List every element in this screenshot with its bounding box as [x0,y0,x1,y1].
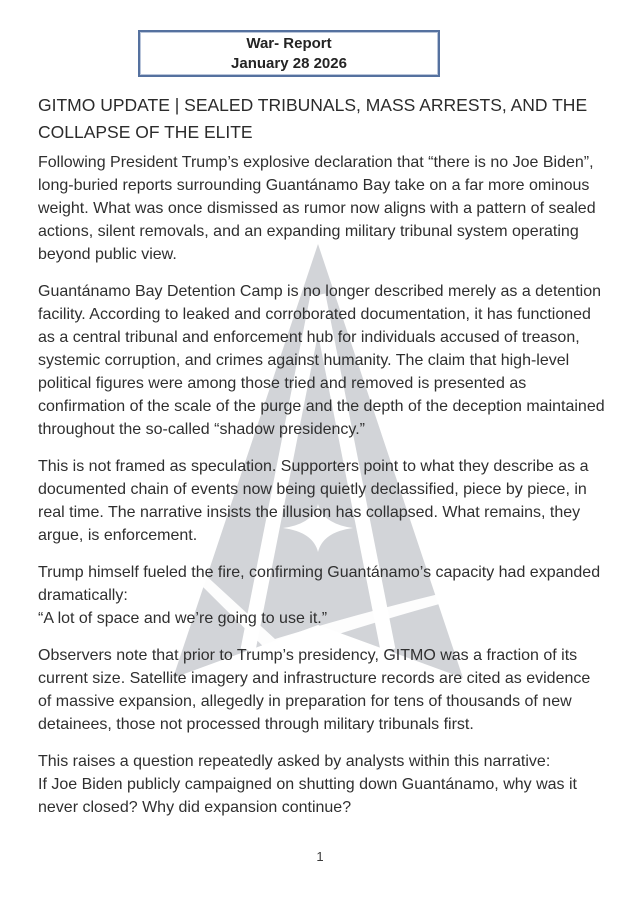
paragraph [38,151,605,266]
paragraph-text: Trump himself fueled the fire, confirming Guantánamo’s capacity had expanded dramatically: [38,564,601,604]
paragraph [38,644,605,736]
paragraph [38,750,605,819]
paragraph-text: This is not framed as speculation. Supporters point to what they describe as a documented chain of events now being quietly declassified, piece by piece, in real time. The narrative insists the illusion has collapsed. What remains, they argue, is enforcement. [38,458,589,544]
paragraph-text: Observers note that prior to Trump’s presidency, GITMO was a fraction of its current size. Satellite imagery and infrastructure records are cited as evidence of massive expansion, allegedly in preparation for tens of thousands of new detainees, those not processed through military tribunals first. [38,647,591,733]
paragraph-text: “A lot of space and we’re going to use it.” [38,610,328,627]
report-header-box [138,30,440,77]
paragraph [38,280,605,441]
paragraph-text: This raises a question repeatedly asked by analysts within this narrative: [38,753,551,770]
paragraph-text: If Joe Biden publicly campaigned on shutting down Guantánamo, why was it never closed? Why did expansion continue? [38,776,577,816]
paragraph-text: Guantánamo Bay Detention Camp is no longer described merely as a detention facility. According to leaked and corroborated documentation, it has functioned as a central tribunal and enforcement hub for individuals accused of treason, systemic corruption, and crimes against humanity. The claim that high-level political figures were among those tried and removed is presented as confirmation of the scale of the purge and the depth of the deception maintained throughout the so-called “shadow presidency.” [38,283,605,438]
report-date: January 28 2026 [231,55,347,72]
article-headline: GITMO UPDATE | SEALED TRIBUNALS, MASS ARRESTS, AND THE COLLAPSE OF THE ELITE [38,95,588,142]
article-body [38,151,605,833]
paragraph [38,455,605,547]
paragraph-text: Following President Trump’s explosive declaration that “there is no Joe Biden”, long-buried reports surrounding Guantánamo Bay take on a far more ominous weight. What was once dismissed as rumor now aligns with a pattern of sealed actions, silent removals, and an expanding military tribunal system operating beyond public view. [38,154,596,263]
page-number: 1 [316,849,324,864]
paragraph [38,561,605,630]
report-title: War- Report [246,35,332,52]
